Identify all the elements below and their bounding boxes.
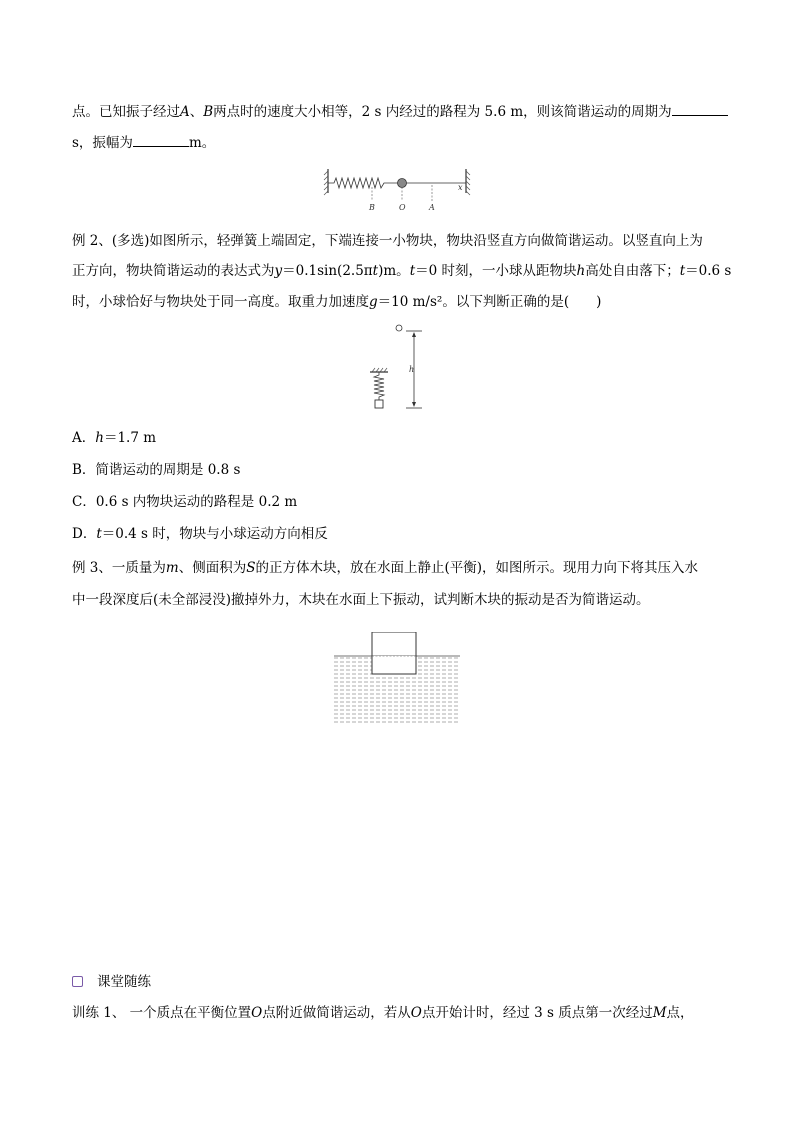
ceiling <box>370 368 388 372</box>
practice-line1: 训练 1、 一个质点在平衡位置O点附近做简谐运动，若从O点开始计时，经过 3 s 质点第一次经过M点， <box>72 1005 694 1021</box>
example2-line1: 例 2、(多选)如图所示，轻弹簧上端固定，下端连接一小物块，物块沿竖直方向做简谐运动。以竖直向上为 <box>72 233 703 249</box>
spring-oscillator-figure <box>322 163 472 213</box>
example1-line2: s，振幅为 m。 <box>72 132 215 153</box>
option-c: C．0.6 s 内物块运动的路程是 0.2 m <box>72 494 298 510</box>
example2-line3: 时，小球恰好与物块处于同一高度。取重力加速度g＝10 m/s²。以下判断正确的是( ) <box>72 294 602 310</box>
left-wall <box>324 169 328 195</box>
vertical-spring <box>374 372 384 400</box>
spring <box>328 178 398 188</box>
example3-line2: 中一段深度后(未全部浸没)撤掉外力，木块在水面上下振动，试判断木块的振动是否为简谐运动。 <box>72 592 650 608</box>
option-d: D．t＝0.4 s 时，物块与小球运动方向相反 <box>72 526 328 542</box>
right-wall <box>466 169 470 195</box>
block <box>375 400 383 408</box>
edit-icon <box>72 976 83 987</box>
option-a: A．h＝1.7 m <box>72 430 157 446</box>
floating-block-figure <box>334 632 460 724</box>
example3-line1: 例 3、一质量为m、侧面积为S的正方体木块，放在水面上静止(平衡)，如图所示。现用力向下将其压入水 <box>72 560 698 576</box>
example1-line1: 点。已知振子经过A、B两点时的速度大小相等，2 s 内经过的路程为 5.6 m，则该简谐运动的周期为 <box>72 101 728 122</box>
vertical-spring-figure <box>364 322 428 416</box>
label-x: x <box>458 183 463 192</box>
example2-line2: 正方向，物块简谐运动的表达式为y＝0.1sin(2.5πt)m。t＝0 时刻，一小球从距物块h高处自由落下；t＝0.6 s <box>72 263 732 279</box>
label-B: B <box>369 203 375 212</box>
label-A: A <box>429 203 435 212</box>
practice-heading: 课堂随练 <box>72 972 151 992</box>
label-O: O <box>399 203 406 212</box>
label-h: h <box>409 365 415 374</box>
period-blank <box>672 101 728 116</box>
option-b: B．简谐运动的周期是 0.8 s <box>72 462 241 478</box>
amplitude-blank <box>133 132 189 147</box>
falling-ball <box>396 325 402 331</box>
oscillator-ball <box>398 179 407 188</box>
